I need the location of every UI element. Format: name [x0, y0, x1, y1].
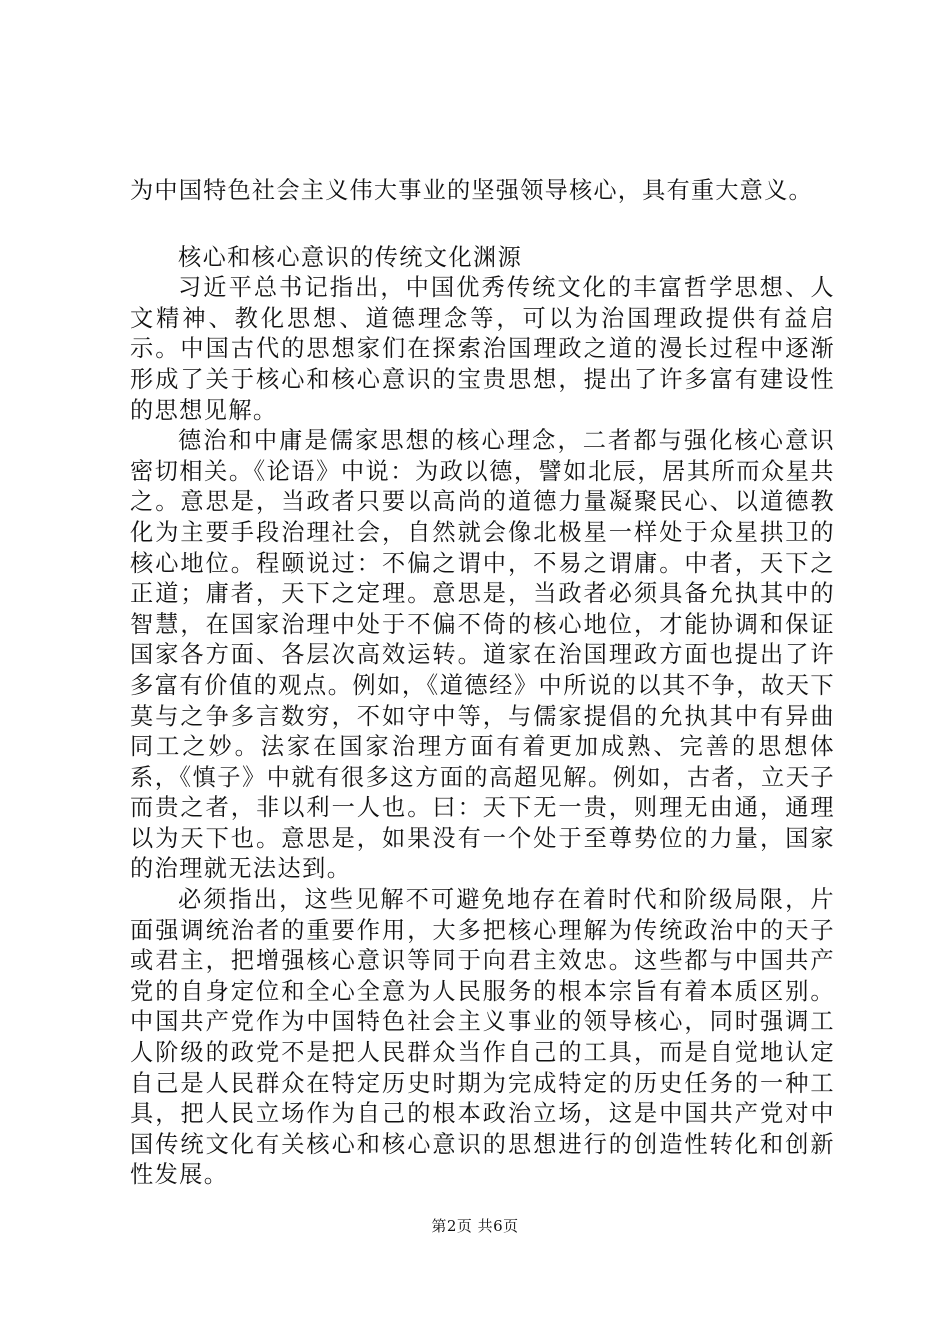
- carryover-line: 为中国特色社会主义伟大事业的坚强领导核心，具有重大意义。: [130, 177, 813, 204]
- paragraph-3: 必须指出，这些见解不可避免地存在着时代和阶级局限，片面强调统治者的重要作用，大多把核心理解为传统政治中的天子或君主，把增强核心意识等同于向君主效忠。这些都与中国共产党的自身定位和全心全意为人民服务的根本宗旨有着本质区别。中国共产党作为中国特色社会主义事业的领导核心，同时强调工人阶级的政党不是把人民群众当作自己的工具，而是自觉地认定自己是人民群众在特定历史时期为完成特定的历史任务的一种工具，把人民立场作为自己的根本政治立场，这是中国共产党对中国传统文化有关核心和核心意识的思想进行的创造性转化和创新性发展。: [130, 886, 835, 1189]
- page-number-footer: 第2页 共6页: [431, 1217, 519, 1235]
- paragraph-2: 德治和中庸是儒家思想的核心理念，二者都与强化核心意识密切相关。《论语》中说：为政以德，譬如北辰，居其所而众星共之。意思是，当政者只要以高尚的道德力量凝聚民心、以道德教化为主要手段治理社会，自然就会像北极星一样处于众星拱卫的核心地位。程颐说过：不偏之谓中，不易之谓庸。中者，天下之正道；庸者，天下之定理。意思是，当政者必须具备允执其中的智慧，在国家治理中处于不偏不倚的核心地位，才能协调和保证国家各方面、各层次高效运转。道家在治国理政方面也提出了许多富有价值的观点。例如，《道德经》中所说的以其不争，故天下莫与之争多言数穷，不如守中等，与儒家提倡的允执其中有异曲同工之妙。法家在国家治理方面有着更加成熟、完善的思想体系，《慎子》中就有很多这方面的高超见解。例如，古者，立天子而贵之者，非以利一人也。曰：天下无一贵，则理无由通，通理以为天下也。意思是，如果没有一个处于至尊势位的力量，国家的治理就无法达到。: [130, 427, 835, 883]
- document-body: [130, 176, 835, 1191]
- paragraph-1: 习近平总书记指出，中国优秀传统文化的丰富哲学思想、人文精神、教化思想、道德理念等，可以为治国理政提供有益启示。中国古代的思想家们在探索治国理政之道的漫长过程中逐渐形成了关于核心和核心意识的宝贵思想，提出了许多富有建设性的思想见解。: [130, 274, 835, 424]
- section-heading: 核心和核心意识的传统文化渊源: [178, 243, 523, 271]
